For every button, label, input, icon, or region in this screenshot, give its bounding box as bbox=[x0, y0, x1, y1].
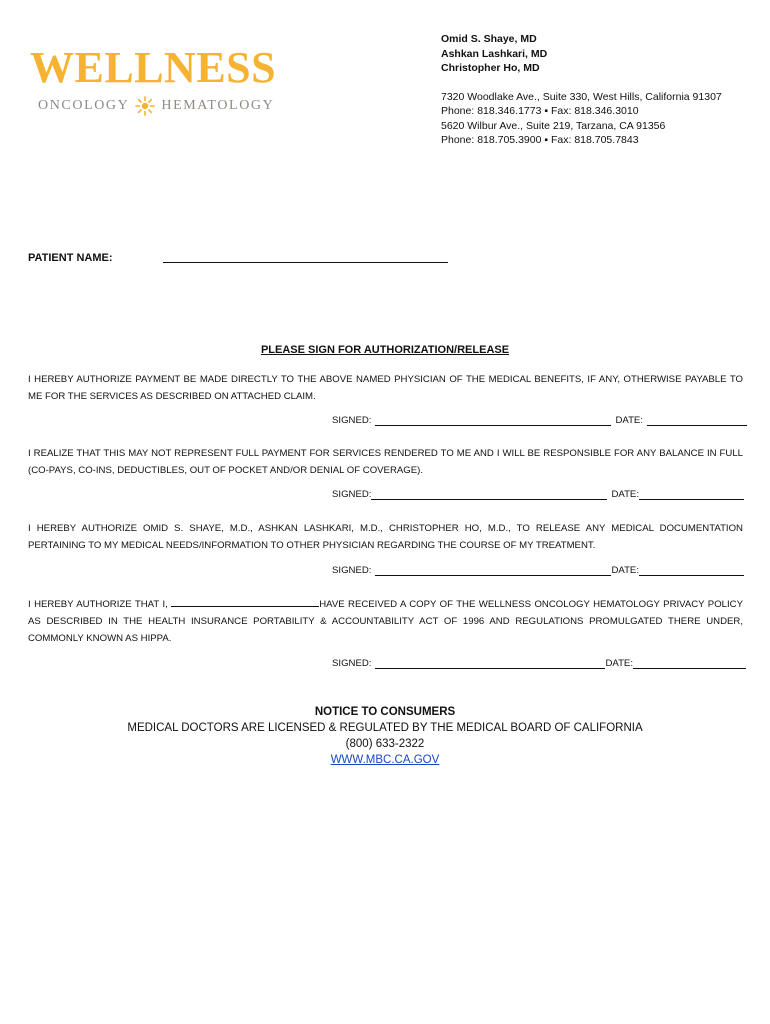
notice-title: NOTICE TO CONSUMERS bbox=[314, 706, 456, 718]
privacy-text-before: I HEREBY AUTHORIZE THAT I, bbox=[28, 599, 172, 610]
signed-label: SIGNED: bbox=[332, 489, 372, 500]
date-field[interactable] bbox=[639, 565, 744, 576]
date-label: DATE: bbox=[611, 489, 639, 500]
notice-phone: (800) 633-2322 bbox=[345, 738, 425, 750]
sun-icon bbox=[135, 96, 155, 116]
patient-name-field[interactable] bbox=[163, 262, 448, 263]
date-label: DATE: bbox=[615, 415, 643, 426]
records-release-text: I HEREBY AUTHORIZE OMID S. SHAYE, M.D., ASHKAN LASHKARI, M.D., CHRISTOPHER HO, M.D., TO RELEASE ANY MEDICAL DOCUMENTATION PERTAINING TO MY MEDICAL NEEDS/INFORMATION TO OTHER PHYSICIAN REGARDING THE COURSE OF MY TREATMENT. bbox=[28, 523, 743, 551]
address-tarzana: 5620 Wilbur Ave., Suite 219, Tarzana, CA 91356 bbox=[441, 119, 666, 132]
privacy-name-field[interactable] bbox=[171, 597, 319, 607]
signed-label: SIGNED: bbox=[332, 565, 372, 576]
patient-name-label: PATIENT NAME: bbox=[28, 252, 113, 264]
payment-responsibility-text: I REALIZE THAT THIS MAY NOT REPRESENT FULL PAYMENT FOR SERVICES RENDERED TO ME AND I WILL BE RESPONSIBLE FOR ANY BALANCE IN FULL (CO-PAYS, CO-INS, DEDUCTIBLES, OUT OF POCKET AND/OR DENIAL OF COVERAGE). bbox=[28, 448, 743, 476]
signature-row bbox=[332, 658, 746, 669]
date-field[interactable] bbox=[633, 658, 746, 669]
signed-label: SIGNED: bbox=[332, 658, 372, 669]
privacy-text-after: HAVE RECEIVED A COPY OF THE WELLNESS ONCOLOGY HEMATOLOGY PRIVACY POLICY AS DESCRIBED IN THE HEALTH INSURANCE PORTABILITY & ACCOUNTABILITY ACT OF 1996 AND REGULATIONS PROMULGATED THERE UNDER, COMMONLY KNOWN AS HIPPA. bbox=[28, 599, 743, 644]
phone-tarzana: Phone: 818.705.3900 ▪ Fax: 818.705.7843 bbox=[441, 134, 639, 146]
signed-label: SIGNED: bbox=[332, 415, 372, 426]
privacy-policy-text bbox=[28, 596, 743, 647]
address-west-hills: 7320 Woodlake Ave., Suite 330, West Hills, California 91307 bbox=[441, 90, 722, 103]
logo-left-word: ONCOLOGY bbox=[38, 98, 130, 113]
doctor-name: Omid S. Shaye, MD bbox=[441, 33, 537, 45]
signature-field[interactable] bbox=[375, 658, 605, 669]
date-field[interactable] bbox=[639, 489, 744, 500]
logo-subtitle bbox=[38, 96, 274, 116]
signature-row bbox=[332, 565, 744, 576]
practice-header bbox=[441, 32, 722, 148]
form-heading: PLEASE SIGN FOR AUTHORIZATION/RELEASE bbox=[260, 344, 510, 356]
date-field[interactable] bbox=[647, 415, 747, 426]
notice-block bbox=[0, 704, 770, 768]
signature-row bbox=[332, 415, 747, 426]
signature-field[interactable] bbox=[375, 565, 611, 576]
phone-west-hills: Phone: 818.346.1773 ▪ Fax: 818.346.3010 bbox=[441, 105, 639, 117]
signature-row bbox=[332, 489, 744, 500]
doctor-name: Ashkan Lashkari, MD bbox=[441, 47, 548, 60]
notice-line: MEDICAL DOCTORS ARE LICENSED & REGULATED BY THE MEDICAL BOARD OF CALIFORNIA bbox=[127, 722, 643, 734]
authorization-payment-text: I HEREBY AUTHORIZE PAYMENT BE MADE DIRECTLY TO THE ABOVE NAMED PHYSICIAN OF THE MEDICAL BENEFITS, IF ANY, OTHERWISE PAYABLE TO ME FOR THE SERVICES AS DESCRIBED ON ATTACHED CLAIM. bbox=[28, 374, 743, 402]
logo-right-word: HEMATOLOGY bbox=[161, 98, 275, 113]
date-label: DATE: bbox=[611, 565, 639, 576]
signature-field[interactable] bbox=[371, 489, 607, 500]
signature-field[interactable] bbox=[375, 415, 611, 426]
doctor-name: Christopher Ho, MD bbox=[441, 62, 540, 74]
logo-wordmark: WELLNESS bbox=[30, 43, 277, 92]
date-label: DATE: bbox=[605, 658, 633, 669]
mbc-website-link[interactable]: WWW.MBC.CA.GOV bbox=[330, 754, 440, 766]
